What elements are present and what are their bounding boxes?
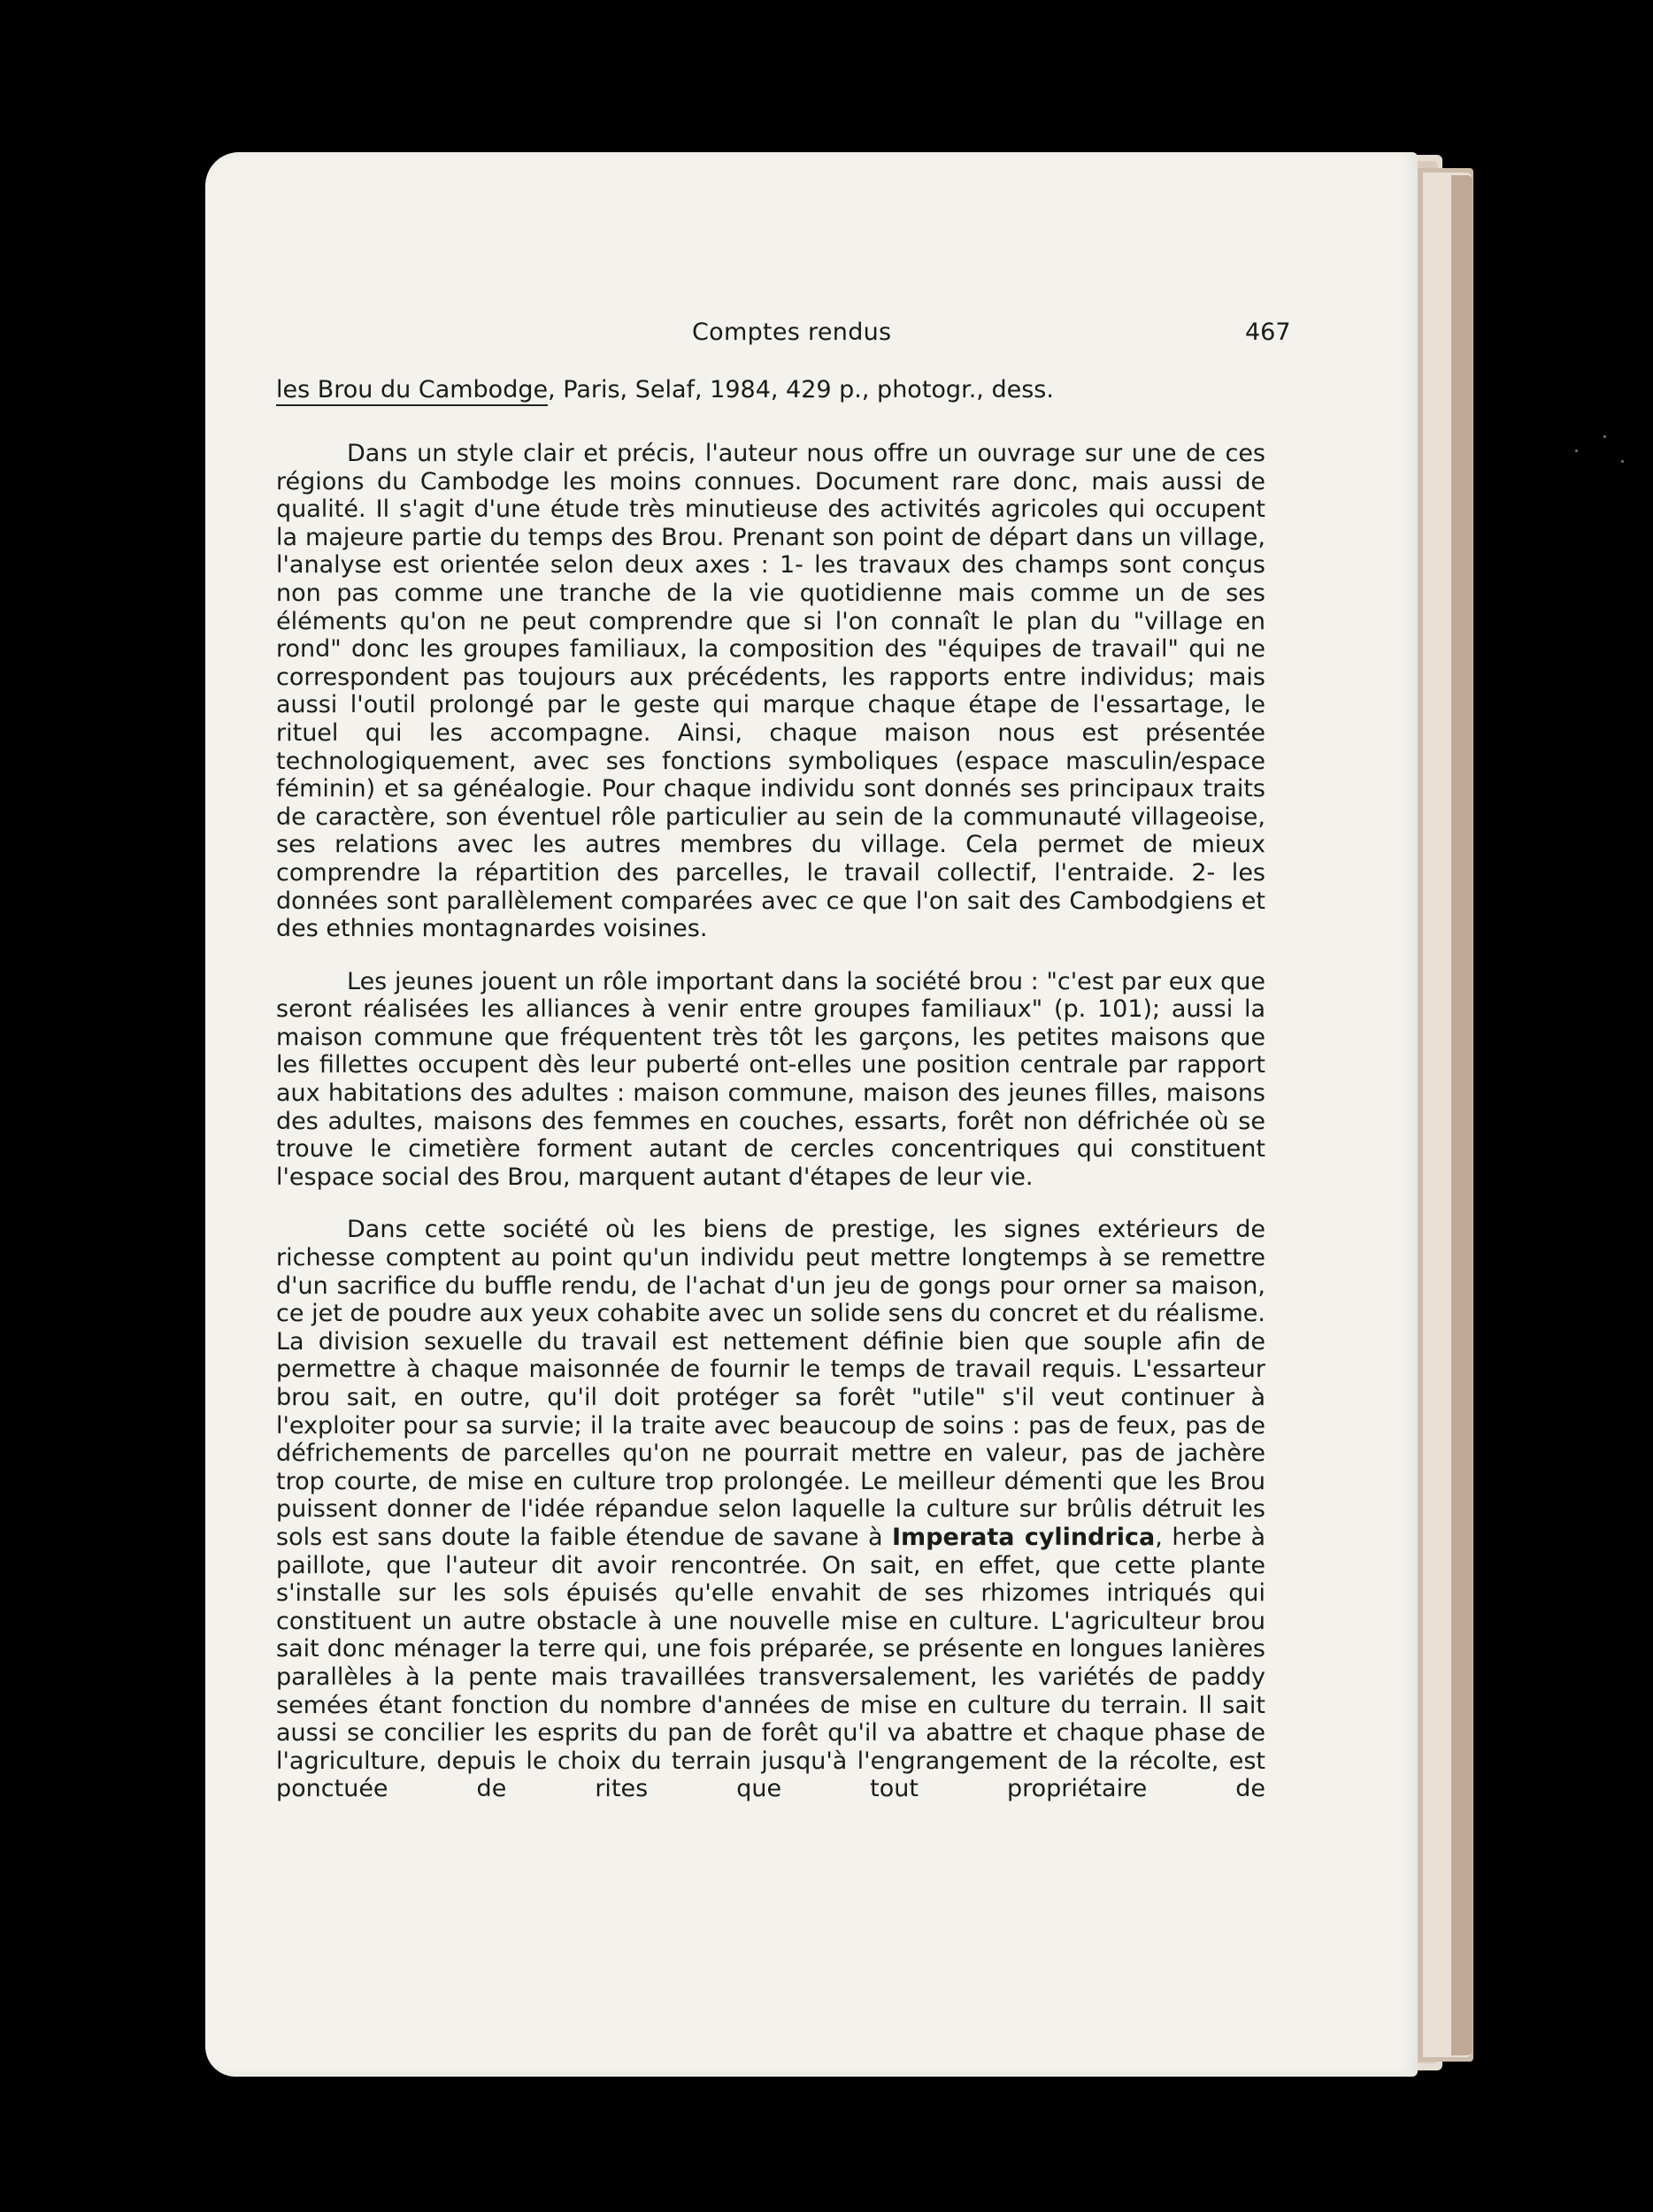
- review-body: [276, 440, 1265, 1803]
- book-title: les Brou du Cambodge: [276, 376, 548, 406]
- dust-speck: [1603, 435, 1606, 438]
- running-title: Comptes rendus: [692, 319, 892, 346]
- book-citation: [276, 376, 1054, 403]
- dust-speck: [1575, 449, 1578, 452]
- page-number: 467: [1245, 319, 1291, 346]
- citation-details: , Paris, Selaf, 1984, 429 p., photogr., dess.: [548, 376, 1054, 403]
- paragraph-text: , herbe à paillote, que l'auteur dit avoir rencontrée. On sait, en effet, que cette plante s'installe sur les sols épuisés qu'elle envahit de ses rhizomes intriqués qui constituent un autre obstacle à une nouvelle mise en culture. L'agriculteur brou sait donc ménager la terre qui, une fois préparée, se présente en longues lanières parallèles à la pente mais travaillées transversalement, les variétés de paddy semées étant fonction du nombre d'années de mise en culture du terrain. Il sait aussi se concilier les esprits du pan de forêt qu'il va abattre et chaque phase de l'agriculture, depuis le choix du terrain jusqu'à l'engrangement de la récolte, est ponctuée de rites que tout propriétaire de: [276, 1523, 1265, 1803]
- species-name: Imperata cylindrica: [892, 1523, 1156, 1551]
- paragraph-text: Dans cette société où les biens de prestige, les signes extérieurs de richesse comptent au point qu'un individu peut mettre longtemps à se remettre d'un sacrifice du buffle rendu, de l'achat d'un jeu de gongs pour orner sa maison, ce jet de poudre aux yeux cohabite avec un solide sens du concret et du réalisme. La division sexuelle du travail est nettement définie bien que souple afin de permettre à chaque maisonnée de fournir le temps de travail requis. L'essarteur brou sait, en outre, qu'il doit protéger sa forêt "utile" s'il veut continuer à l'exploiter pour sa survie; il la traite avec beaucoup de soins : pas de feux, pas de défrichements de parcelles qu'on ne pourrait mettre en valeur, pas de jachère trop courte, de mise en culture trop prolongée. Le meilleur démenti que les Brou puissent donner de l'idée répandue selon laquelle la culture sur brûlis détruit les sols est sans doute la faible étendue de savane à: [276, 1216, 1265, 1551]
- paragraph: Dans un style clair et précis, l'auteur nous offre un ouvrage sur une de ces régions du Cambodge les moins connues. Document rare donc, mais aussi de qualité. Il s'agit d'une étude très minutieuse des activités agricoles qui occupent la majeure partie du temps des Brou. Prenant son point de départ dans un village, l'analyse est orientée selon deux axes : 1- les travaux des champs sont conçus non pas comme une tranche de la vie quotidienne mais comme un de ses éléments qu'on ne peut comprendre que si l'on connaît le plan du "village en rond" donc les groupes familiaux, la composition des "équipes de travail" qui ne correspondent pas toujours aux précédents, les rapports entre individus; mais aussi l'outil prolongé par le geste qui marque chaque étape de l'essartage, le rituel qui les accompagne. Ainsi, chaque maison nous est présentée technologiquement, avec ses fonctions symboliques (espace masculin/espace féminin) et sa généalogie. Pour chaque individu sont donnés ses principaux traits de caractère, son éventuel rôle particulier au sein de la communauté villageoise, ses relations avec les autres membres du village. Cela permet de mieux comprendre la répartition des parcelles, le travail collectif, l'entraide. 2- les données sont parallèlement comparées avec ce que l'on sait des Cambodgiens et des ethnies montagnardes voisines.: [276, 440, 1265, 943]
- paragraph: Les jeunes jouent un rôle important dans la société brou : "c'est par eux que seront réalisées les alliances à venir entre groupes familiaux" (p. 101); aussi la maison commune que fréquentent très tôt les garçons, les petites maisons que les fillettes occupent dès leur puberté ont-elles une position centrale par rapport aux habitations des adultes : maison commune, maison des jeunes filles, maisons des adultes, maisons des femmes en couches, essarts, forêt non défrichée où se trouve le cimetière forment autant de cercles concentriques qui constituent l'espace social des Brou, marquent autant d'étapes de leur vie.: [276, 967, 1265, 1191]
- book-page: [205, 152, 1418, 2077]
- page-edge: [1451, 175, 1472, 2055]
- dust-speck: [1621, 460, 1624, 463]
- paragraph: [276, 1216, 1265, 1802]
- page-header: [205, 319, 1418, 354]
